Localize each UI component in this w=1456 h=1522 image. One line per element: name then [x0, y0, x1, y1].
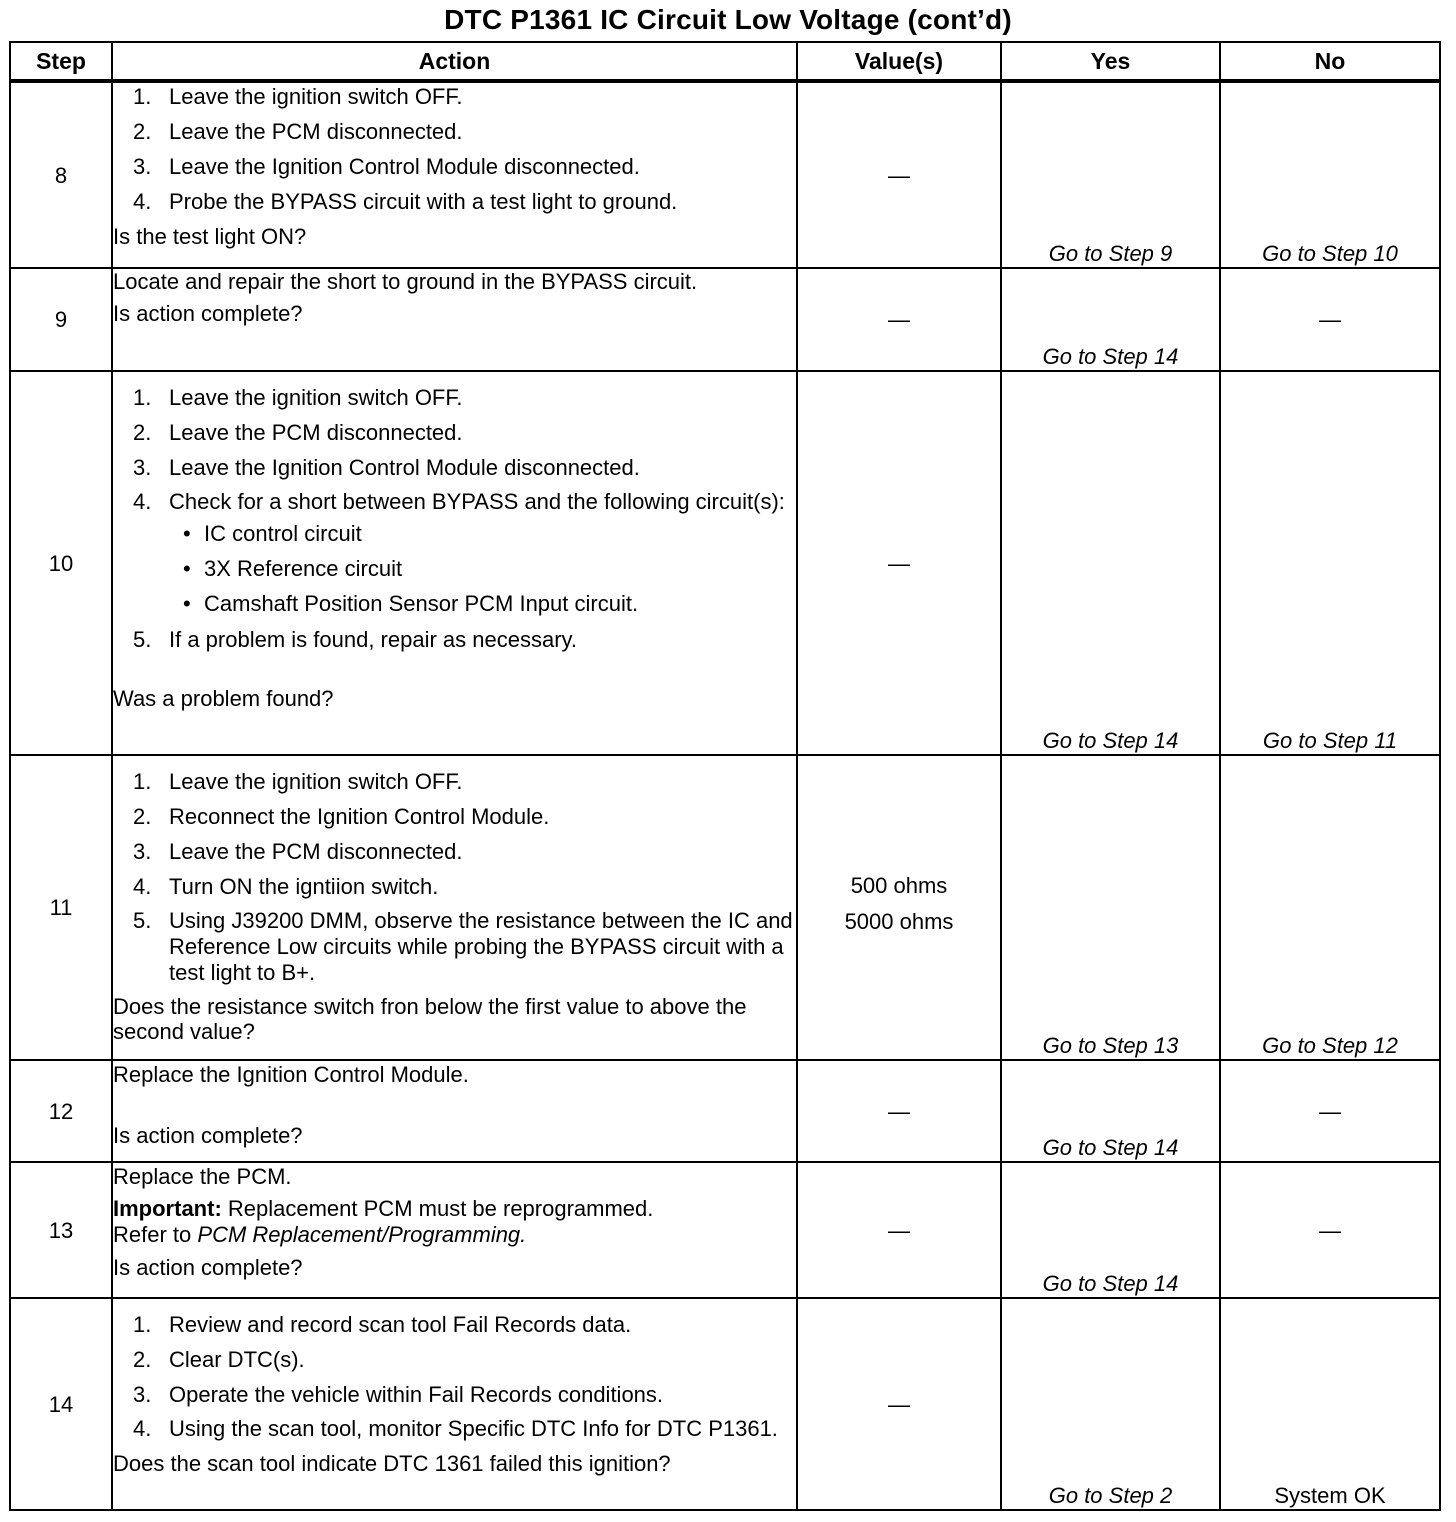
list-item: 1. Leave the ignition switch OFF. — [133, 84, 463, 109]
action-list — [113, 83, 796, 215]
yes-result: Go to Step 13 — [1001, 755, 1220, 1060]
table-row-step-9 — [10, 268, 1440, 371]
value-first: 500 ohms — [850, 872, 948, 898]
list-item: 2. Reconnect the Ignition Control Module. — [133, 804, 550, 829]
action-text: Locate and repair the short to ground in the BYPASS circuit. — [113, 269, 698, 294]
step-number: 14 — [10, 1298, 112, 1510]
action-text: Replace the Ignition Control Module. — [113, 1062, 469, 1087]
list-item: 1. Review and record scan tool Fail Records data. — [133, 1312, 632, 1337]
table-row-step-11 — [10, 755, 1440, 1060]
dash-mark: — — [888, 162, 910, 188]
table-row-step-8 — [10, 81, 1440, 268]
yes-result: Go to Step 2 — [1001, 1298, 1220, 1510]
header-action: Action — [112, 42, 797, 81]
header-step: Step — [10, 42, 112, 81]
list-item: 4. Turn ON the igntiion switch. — [133, 874, 439, 899]
no-result: Go to Step 12 — [1220, 755, 1440, 1060]
action-question: Was a problem found? — [113, 686, 334, 711]
list-item: 2. Leave the PCM disconnected. — [133, 420, 463, 445]
table-row-step-12 — [10, 1060, 1440, 1162]
list-item: 3. Leave the Ignition Control Module disconnected. — [133, 154, 640, 179]
diagnostic-table — [9, 41, 1441, 1511]
action-question: Is action complete? — [113, 301, 303, 326]
bullet-list — [169, 521, 796, 617]
action-question: Is the test light ON? — [113, 224, 307, 249]
action-question: Is action complete? — [113, 1123, 303, 1148]
dash-mark: — — [888, 1098, 910, 1124]
action-cell — [112, 81, 797, 268]
no-result: Go to Step 10 — [1220, 81, 1440, 268]
table-row-step-10 — [10, 371, 1440, 755]
yes-result: Go to Step 14 — [1001, 371, 1220, 755]
action-list — [113, 768, 796, 986]
header-no: No — [1220, 42, 1440, 81]
value-cell — [797, 1060, 1001, 1162]
table-row-step-14 — [10, 1298, 1440, 1510]
no-result — [1220, 268, 1440, 371]
dash-mark: — — [888, 1217, 910, 1243]
list-item: 3. Leave the PCM disconnected. — [133, 839, 463, 864]
action-list — [113, 384, 796, 653]
dash-mark: — — [888, 550, 910, 576]
action-question: Does the scan tool indicate DTC 1361 failed this ignition? — [113, 1451, 671, 1476]
header-values: Value(s) — [797, 42, 1001, 81]
step-number: 12 — [10, 1060, 112, 1162]
bullet-item: • 3X Reference circuit — [169, 556, 796, 582]
list-item: 2. Leave the PCM disconnected. — [133, 119, 463, 144]
value-cell — [797, 371, 1001, 755]
page-title: DTC P1361 IC Circuit Low Voltage (cont’d) — [444, 4, 1012, 35]
list-item: 4. Probe the BYPASS circuit with a test light to ground. — [133, 189, 678, 214]
action-cell — [112, 1162, 797, 1298]
yes-result: Go to Step 14 — [1001, 268, 1220, 371]
step-number: 10 — [10, 371, 112, 755]
important-note — [113, 1196, 796, 1248]
step-number: 9 — [10, 268, 112, 371]
list-item: 5. If a problem is found, repair as necessary. — [133, 627, 578, 652]
bullet-item: • IC control circuit — [169, 521, 796, 547]
list-item: 5. Using J39200 DMM, observe the resistance between the IC and Reference Low circuits while probing the BYPASS circuit with a test light to B+. — [133, 908, 793, 985]
dash-mark: — — [888, 1391, 910, 1417]
list-item: 4. Using the scan tool, monitor Specific DTC Info for DTC P1361. — [133, 1416, 778, 1441]
step-number: 8 — [10, 81, 112, 268]
list-item: 3. Operate the vehicle within Fail Records conditions. — [133, 1382, 664, 1407]
value-second: 5000 ohms — [844, 908, 954, 934]
action-cell — [112, 268, 797, 371]
important-text: Replacement PCM must be reprogrammed. — [227, 1196, 654, 1221]
list-item: 1. Leave the ignition switch OFF. — [133, 769, 463, 794]
no-result — [1220, 1060, 1440, 1162]
bullet-item: • Camshaft Position Sensor PCM Input circuit. — [169, 591, 796, 617]
action-cell — [112, 371, 797, 755]
no-result — [1220, 1162, 1440, 1298]
dash-mark: — — [1319, 1217, 1341, 1243]
list-item: 4. Check for a short between BYPASS and the following circuit(s): • IC control circuit • 3X Reference circuit • Camshaft Position Sensor PCM Input circuit. — [113, 489, 796, 617]
refer-link[interactable]: PCM Replacement/Programming. — [197, 1222, 527, 1247]
dash-mark: — — [888, 307, 910, 332]
value-cell — [797, 1162, 1001, 1298]
value-cell — [797, 268, 1001, 371]
action-cell — [112, 1060, 797, 1162]
action-list — [113, 1311, 796, 1442]
table-header-row — [10, 42, 1440, 81]
dash-mark: — — [1319, 307, 1341, 332]
step-number: 11 — [10, 755, 112, 1060]
action-question: Does the resistance switch fron below the first value to above the second value? — [113, 994, 747, 1044]
action-cell — [112, 755, 797, 1060]
list-item: 1. Leave the ignition switch OFF. — [133, 385, 463, 410]
yes-result: Go to Step 14 — [1001, 1060, 1220, 1162]
table-row-step-13 — [10, 1162, 1440, 1298]
action-text: Replace the PCM. — [113, 1164, 292, 1189]
yes-result: Go to Step 9 — [1001, 81, 1220, 268]
value-cell — [797, 755, 1001, 1060]
action-cell — [112, 1298, 797, 1510]
refer-text: Refer to — [113, 1222, 192, 1247]
value-cell — [797, 1298, 1001, 1510]
no-result: Go to Step 11 — [1220, 371, 1440, 755]
yes-result: Go to Step 14 — [1001, 1162, 1220, 1298]
no-result: System OK — [1220, 1298, 1440, 1510]
action-question: Is action complete? — [113, 1255, 303, 1280]
step-number: 13 — [10, 1162, 112, 1298]
list-item: 3. Leave the Ignition Control Module disconnected. — [133, 455, 640, 480]
value-cell — [797, 81, 1001, 268]
important-label: Important: — [113, 1196, 222, 1221]
dash-mark: — — [1319, 1098, 1341, 1124]
header-yes: Yes — [1001, 42, 1220, 81]
list-item: 2. Clear DTC(s). — [133, 1347, 305, 1372]
